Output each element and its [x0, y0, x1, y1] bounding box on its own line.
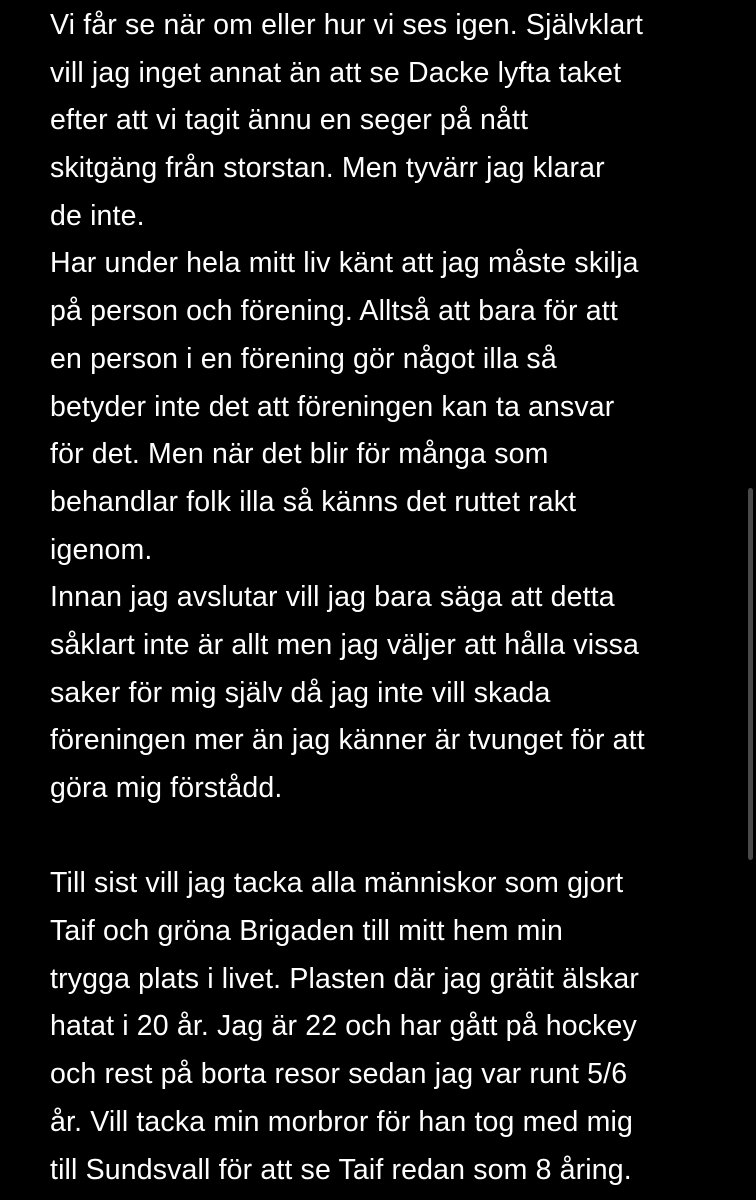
note-line: skitgäng från storstan. Men tyvärr jag klarar [50, 152, 605, 185]
note-line: göra mig förstådd. [50, 772, 283, 804]
note-line: saker för mig själv då jag inte vill skada [50, 676, 551, 709]
note-line: Har under hela mitt liv känt att jag måste skilja [50, 247, 639, 280]
note-line: trygga plats i livet. Plasten där jag grätit älskar [50, 962, 640, 995]
note-line: Vi får se när om eller hur vi ses igen. Självklart [50, 9, 644, 41]
note-line: betyder inte det att föreningen kan ta ansvar [50, 390, 615, 423]
note-line: Till sist vill jag tacka alla människor som gjort [50, 867, 624, 900]
note-line: till Sundsvall för att se Taif redan som 8 åring. [50, 1153, 632, 1186]
note-line: Innan jag avslutar vill jag bara säga att detta [50, 581, 615, 614]
note-line: igenom. [50, 533, 153, 566]
note-line: på person och förening. Alltså att bara för att [50, 295, 618, 328]
note-line: föreningen mer än jag känner är tvunget för att [50, 724, 645, 757]
note-line: behandlar folk illa så känns det ruttet rakt [50, 485, 577, 518]
vertical-scrollbar[interactable] [748, 488, 753, 860]
note-line: de inte. [50, 199, 145, 232]
note-line: år. Vill tacka min morbror för han tog med mig [50, 1105, 633, 1138]
note-line: en person i en förening gör något illa så [50, 342, 557, 375]
note-line: vill jag inget annat än att se Dacke lyfta taket [50, 56, 622, 89]
note-line: Taif och gröna Brigaden till mitt hem min [50, 915, 564, 948]
paragraph-gap [50, 813, 730, 861]
note-line: hatat i 20 år. Jag är 22 och har gått på hockey [50, 1010, 637, 1043]
note-line: och rest på borta resor sedan jag var runt 5/6 [50, 1058, 628, 1091]
note-line: såklart inte är allt men jag väljer att hålla vissa [50, 628, 639, 661]
note-line: för det. Men när det blir för många som [50, 438, 549, 471]
note-text-body[interactable] [50, 0, 730, 1194]
note-line: efter att vi tagit ännu en seger på nått [50, 104, 529, 137]
